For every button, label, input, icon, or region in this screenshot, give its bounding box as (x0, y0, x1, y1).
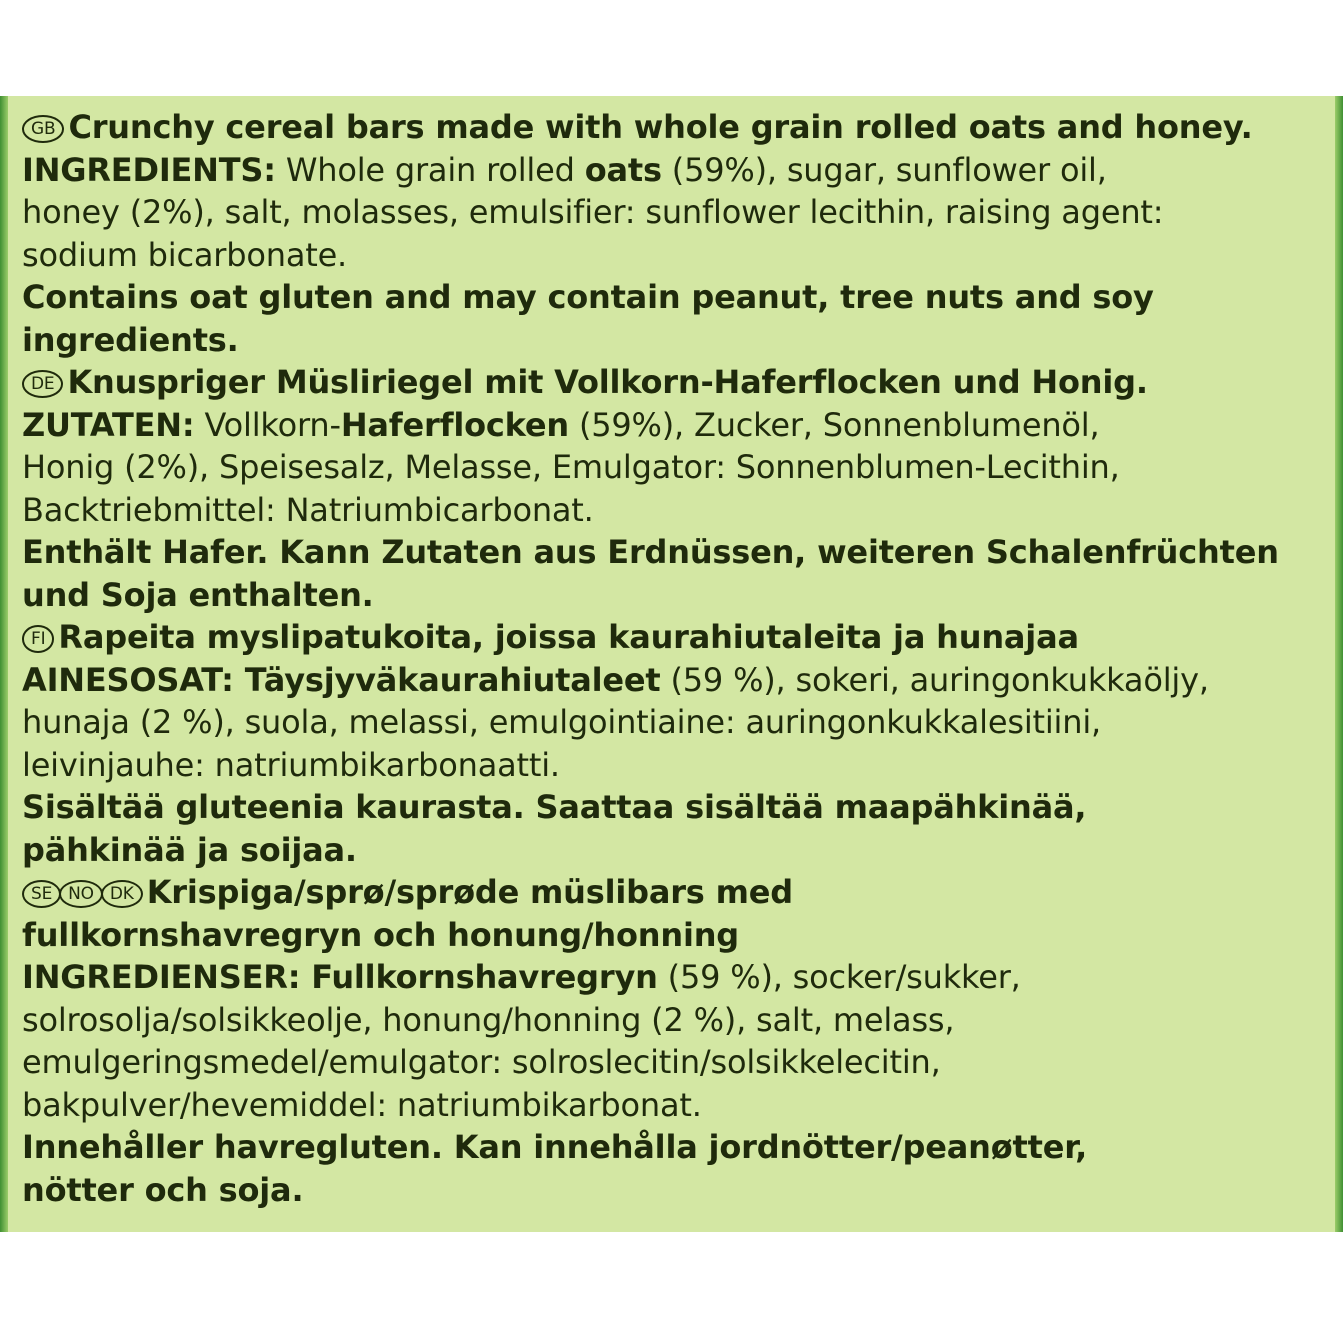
fi-language-badge: FI (22, 625, 54, 653)
nordic-ingredients-line-3: emulgeringsmedel/emulgator: solroslecitin/solsikkelecitin, (22, 1043, 941, 1081)
nordic-ingredients-highlight: Fullkornshavregryn (300, 958, 658, 996)
fi-ingredients-text: (59 %), sokeri, auringonkukkaöljy, (660, 660, 1209, 699)
fi-allergen-line-1: Sisältää gluteenia kaurasta. Saattaa sisältää maapähkinää, (22, 788, 1087, 826)
de-ingredients-line-2: Honig (2%), Speisesalz, Melasse, Emulgator: Sonnenblumen-Lecithin, (22, 448, 1120, 486)
nordic-allergen-line-2: nötter och soja. (22, 1170, 304, 1209)
no-language-badge: NO (59, 880, 103, 908)
nordic-title-line-1 (22, 871, 1329, 914)
fi-title-line (22, 616, 1329, 659)
dk-language-badge: DK (101, 880, 143, 908)
de-ingredients-line-3: Backtriebmittel: Natriumbicarbonat. (22, 490, 594, 529)
nordic-title-line-2: fullkornshavregryn och honung/honning (22, 915, 740, 954)
gb-allergen-line-1: Contains oat gluten and may contain peanut, tree nuts and soy (22, 278, 1154, 316)
gb-title-line (22, 106, 1329, 149)
de-title-line (22, 361, 1329, 404)
fi-ingredients-highlight: Täysjyväkaurahiutaleet (233, 660, 661, 699)
fi-title: Rapeita myslipatukoita, joissa kaurahiutaleita ja hunajaa (58, 618, 1079, 656)
fi-allergen-line-2: pähkinää ja soijaa. (22, 830, 357, 869)
gb-allergen-line-2: ingredients. (22, 320, 239, 359)
de-ingredients-text: Vollkorn- (194, 405, 341, 444)
nordic-ingredients-text: (59 %), socker/sukker, (657, 958, 1021, 996)
gb-ingredients-highlight: oats (584, 150, 662, 189)
gb-ingredients-line-2: honey (2%), salt, molasses, emulsifier: sunflower lecithin, raising agent: (22, 193, 1164, 231)
de-ingredients-line-1 (22, 404, 1329, 447)
gb-ingredients-label: INGREDIENTS: (22, 150, 276, 189)
gb-ingredients-line-3: sodium bicarbonate. (22, 235, 348, 274)
de-language-badge: DE (22, 370, 63, 398)
nordic-title: Krispiga/sprø/sprøde müslibars med (146, 873, 793, 911)
de-allergen-line-1: Enthält Hafer. Kann Zutaten aus Erdnüssen, weiteren Schalenfrüchten (22, 533, 1279, 571)
de-ingredients-highlight: Haferflocken (340, 405, 569, 444)
fi-ingredients-line-3: leivinjauhe: natriumbikarbonaatti. (22, 745, 560, 784)
de-ingredients-label: ZUTATEN: (22, 405, 195, 444)
de-ingredients-text: (59%), Zucker, Sonnenblumenöl, (568, 405, 1100, 444)
se-language-badge: SE (22, 880, 61, 908)
de-allergen-line-2: und Soja enthalten. (22, 575, 374, 614)
nordic-ingredients-label: INGREDIENSER: (22, 958, 301, 996)
gb-ingredients-line-1 (22, 149, 1329, 192)
ingredient-text-block (22, 106, 1329, 1211)
nordic-allergen-line-1: Innehåller havregluten. Kan innehålla jordnötter/peanøtter, (22, 1128, 1088, 1166)
gb-title: Crunchy cereal bars made with whole grain rolled oats and honey. (68, 108, 1253, 146)
ingredient-label-panel (0, 96, 1343, 1232)
gb-language-badge: GB (22, 115, 64, 143)
nordic-ingredients-line-2: solrosolja/solsikkeolje, honung/honning (2 %), salt, melass, (22, 1000, 955, 1039)
fi-ingredients-line-2: hunaja (2 %), suola, melassi, emulgointiaine: auringonkukkalesitiini, (22, 703, 1101, 741)
gb-ingredients-text: (59%), sugar, sunflower oil, (661, 150, 1107, 189)
fi-ingredients-line-1 (22, 659, 1329, 702)
nordic-ingredients-line-1 (22, 956, 1329, 999)
de-title: Knuspriger Müsliriegel mit Vollkorn-Haferflocken und Honig. (67, 363, 1148, 401)
gb-ingredients-text: Whole grain rolled (275, 150, 585, 189)
fi-ingredients-label: AINESOSAT: (22, 660, 234, 699)
nordic-ingredients-line-4: bakpulver/hevemiddel: natriumbikarbonat. (22, 1085, 702, 1124)
